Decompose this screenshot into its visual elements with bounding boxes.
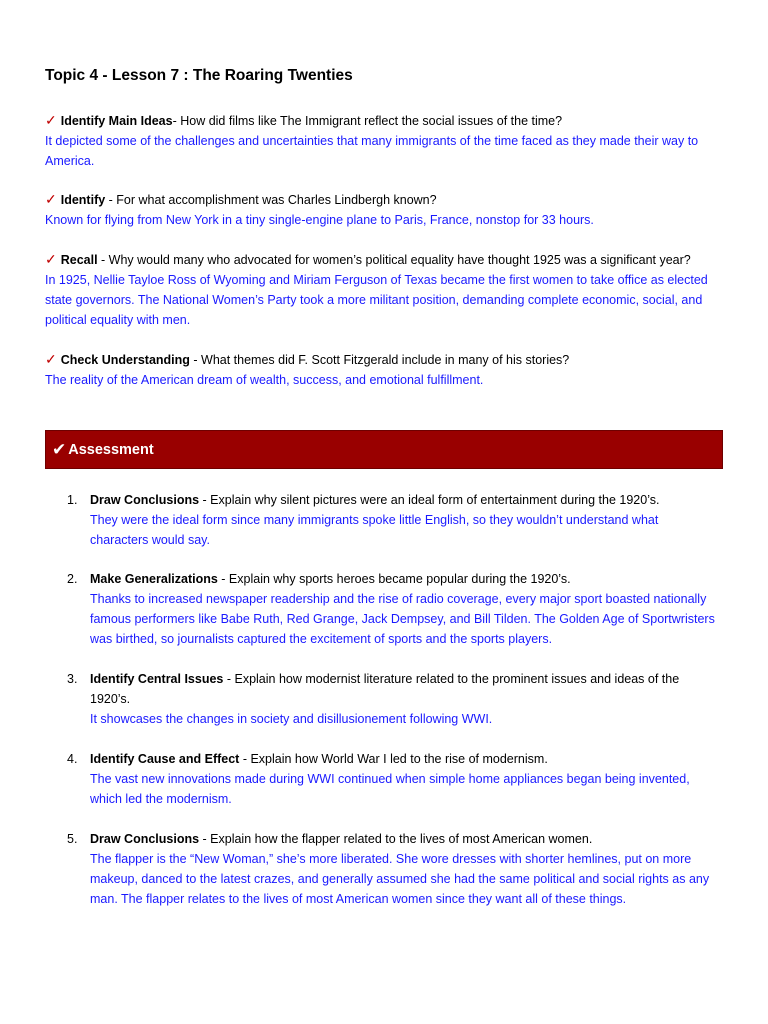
item-number: 4.: [67, 752, 78, 766]
item-question: [90, 829, 717, 849]
assessment-item: [67, 490, 717, 550]
question-line: [45, 189, 725, 210]
item-prompt: - Explain how World War I led to the rise of modernism.: [239, 752, 548, 766]
question-term: Identify: [60, 193, 106, 207]
question-prompt: - Why would many who advocated for women’s political equality have thought 1925 was a significant year?: [97, 253, 691, 267]
item-term: Draw Conclusions: [90, 493, 200, 507]
question-answer: The reality of the American dream of wealth, success, and emotional fulfillment.: [45, 373, 484, 387]
question-item: [45, 349, 725, 390]
item-prompt: - Explain why sports heroes became popular during the 1920’s.: [217, 572, 571, 586]
assessment-item: [67, 829, 717, 909]
item-body: [90, 569, 717, 649]
item-question: [90, 569, 717, 589]
question-line: [45, 249, 725, 270]
item-term: Identify Cause and Effect: [90, 752, 240, 766]
question-item: [45, 110, 725, 171]
checkmark-icon: ✓: [45, 251, 57, 267]
item-prompt: - Explain why silent pictures were an ideal form of entertainment during the 1920’s.: [199, 493, 660, 507]
item-body: [90, 749, 717, 809]
question-answer: Known for flying from New York in a tiny single-engine plane to Paris, France, nonstop for 33 hours.: [45, 213, 594, 227]
checkmark-icon: ✓: [45, 191, 57, 207]
item-number: 3.: [67, 672, 78, 686]
item-term: Draw Conclusions: [90, 832, 200, 846]
item-body: [90, 829, 717, 909]
item-answer: The flapper is the “New Woman,” she’s more liberated. She wore dresses with shorter hemlines, put on more makeup, danced to the latest crazes, and generally assumed she had the same political and social rights as any man. The flapper relates to the lives of most American women since they want all of these things.: [90, 852, 710, 906]
item-prompt: - Explain how modernist literature related to the prominent issues and ideas of the 1920’s.: [90, 672, 680, 706]
item-term: Make Generalizations: [90, 572, 218, 586]
checkmark-icon: ✓: [45, 351, 57, 367]
item-answer: Thanks to increased newspaper readership and the rise of radio coverage, every major sport boasted nationally famous performers like Babe Ruth, Red Grange, Jack Dempsey, and Bill Tilden. The Golden Age of Sportwristers was birthed, so journalists captured the excitement of sports and the sports players.: [90, 592, 715, 646]
item-number: 2.: [67, 572, 78, 586]
question-item: [45, 189, 725, 230]
heavy-checkmark-icon: ✔: [52, 439, 67, 459]
item-answer: The vast new innovations made during WWI continued when simple home appliances began being invented, which led the modernism.: [90, 772, 690, 806]
checkmark-icon: ✓: [45, 112, 57, 128]
question-line: [45, 349, 725, 370]
item-number: 1.: [67, 493, 78, 507]
item-answer: They were the ideal form since many immigrants spoke little English, so they wouldn’t understand what characters would say.: [90, 513, 659, 547]
question-term: Recall: [60, 253, 98, 267]
assessment-item: [67, 669, 717, 729]
item-number: 5.: [67, 832, 78, 846]
assessment-item: [67, 749, 717, 809]
question-prompt: - For what accomplishment was Charles Lindbergh known?: [105, 193, 437, 207]
question-term: Identify Main Ideas: [60, 114, 173, 128]
item-body: [90, 490, 717, 550]
question-term: Check Understanding: [60, 353, 190, 367]
assessment-banner: [45, 430, 723, 469]
question-prompt: - What themes did F. Scott Fitzgerald include in many of his stories?: [189, 353, 570, 367]
question-answer: It depicted some of the challenges and uncertainties that many immigrants of the time faced as they made their way to America.: [45, 134, 699, 168]
question-answer: In 1925, Nellie Tayloe Ross of Wyoming and Miriam Ferguson of Texas became the first women to take office as elected state governors. The National Women’s Party took a more militant position, demanding complete economic, social, and political equality with men.: [45, 273, 708, 327]
item-question: [90, 490, 717, 510]
item-question: [90, 669, 717, 709]
question-prompt: - How did films like The Immigrant reflect the social issues of the time?: [172, 114, 563, 128]
item-answer: It showcases the changes in society and disillusionement following WWI.: [90, 712, 493, 726]
assessment-title: Assessment: [68, 441, 154, 458]
question-line: [45, 110, 725, 131]
item-term: Identify Central Issues: [90, 672, 224, 686]
item-prompt: - Explain how the flapper related to the lives of most American women.: [199, 832, 593, 846]
item-body: [90, 669, 717, 729]
page-title: Topic 4 - Lesson 7 : The Roaring Twenties: [45, 67, 353, 84]
item-question: [90, 749, 717, 769]
assessment-item: [67, 569, 717, 649]
question-item: [45, 249, 725, 330]
